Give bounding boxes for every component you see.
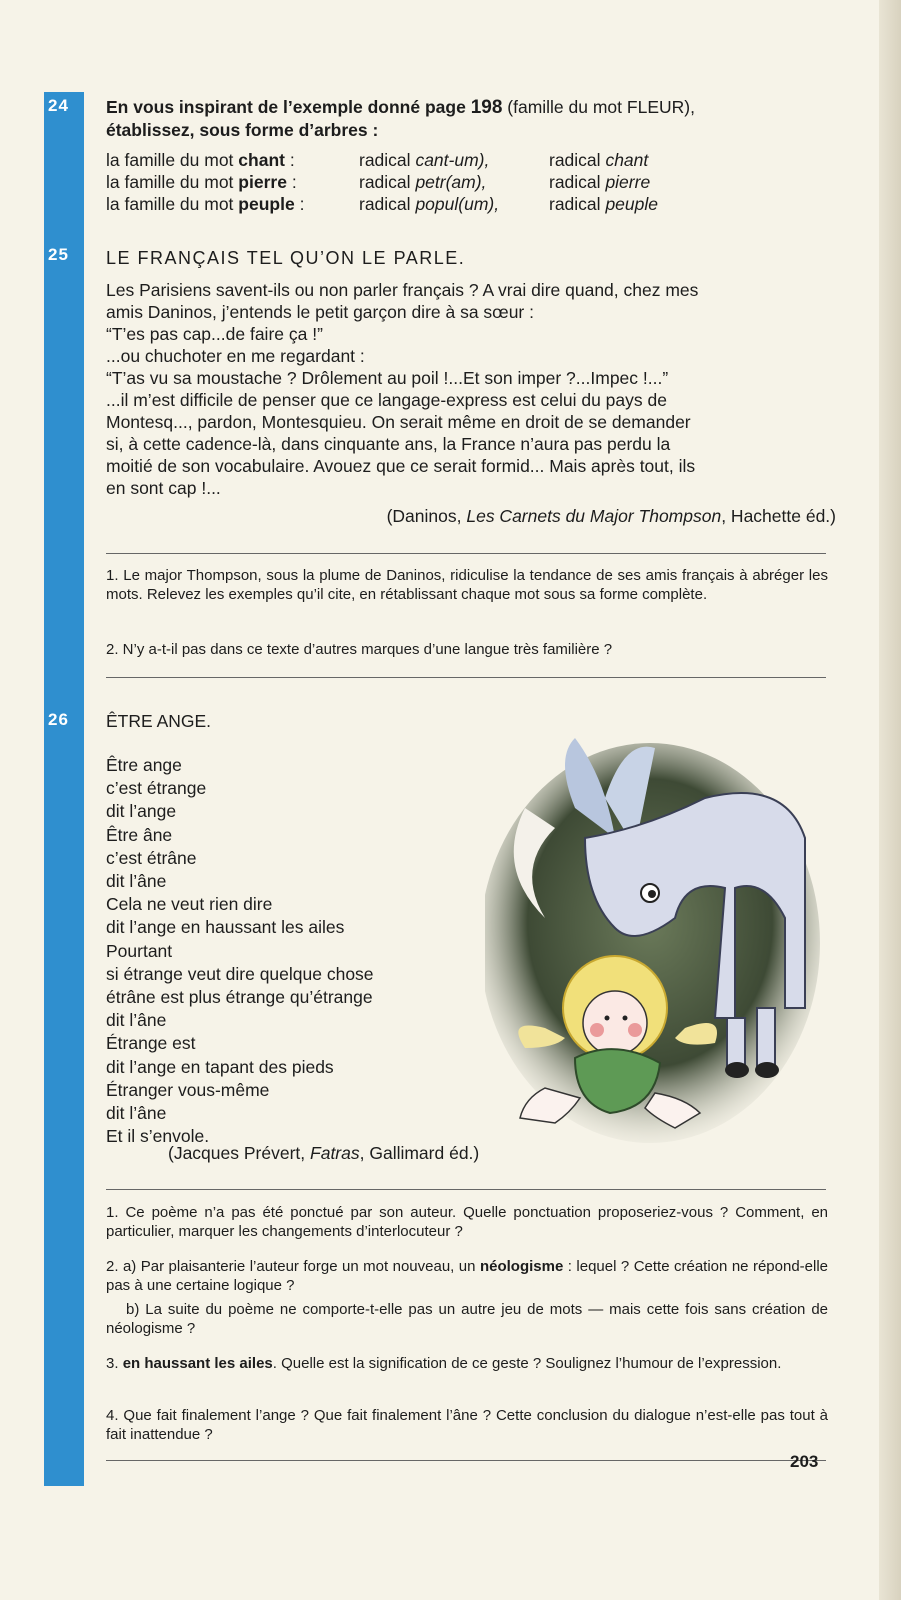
- exercise-25: [106, 247, 836, 527]
- family-lead: la famille du mot pierre :: [106, 172, 297, 192]
- exercise-26-question-3: [106, 1354, 828, 1373]
- text-line: ...il m’est difficile de penser que ce langage-express est celui du pays de: [106, 390, 667, 410]
- poem-line: dit l’ange: [106, 801, 177, 822]
- poem-line: c’est étrange: [106, 778, 207, 799]
- text-line: si, à cette cadence-là, dans cinquante ans, la France n’aura pas perdu la: [106, 434, 671, 454]
- exercise-26-question-2b: b) La suite du poème ne comporte-t-elle pas un autre jeu de mots — mais cette fois sans création de néologisme ?: [106, 1301, 828, 1337]
- poem-line: Pourtant: [106, 940, 173, 961]
- family-radical-1: radical petr(am),: [359, 172, 487, 192]
- divider: [106, 1189, 826, 1190]
- exercise-26-number: 26: [48, 710, 69, 729]
- instruction-text: En vous inspirant de l’exemple donné page: [106, 97, 466, 117]
- angel-donkey-illustration: [485, 718, 835, 1150]
- poem-line: si étrange veut dire quelque chose: [106, 963, 374, 984]
- poem-line: Être ange: [106, 755, 182, 775]
- exercise-25-question-1: 1. Le major Thompson, sous la plume de Daninos, ridiculise la tendance de ses amis français à abréger les mots. Relevez les exemples qu’il cite, en rétablissant chaque mot sous sa forme complète.: [106, 567, 828, 603]
- poem-line: étrâne est plus étrange qu’étrange: [106, 987, 373, 1008]
- exercise-26-question-1: 1. Ce poème n’a pas été ponctué par son auteur. Quelle ponctuation proposeriez-vous ? Comment, en particulier, marquer les changements d’interlocuteur ?: [106, 1204, 828, 1240]
- text-line: “T’es pas cap...de faire ça !”: [106, 324, 323, 344]
- word-family-list: [106, 149, 836, 215]
- credit-title: Fatras: [310, 1143, 360, 1163]
- divider: [106, 1460, 826, 1461]
- text-line: moitié de son vocabulaire. Avouez que ce serait formid... Mais après tout, ils: [106, 456, 696, 476]
- family-lead: la famille du mot chant :: [106, 150, 295, 170]
- credit-title: Les Carnets du Major Thompson: [466, 506, 722, 526]
- credit-author: (Jacques Prévert,: [168, 1143, 306, 1163]
- question-keyword: néologisme: [479, 1258, 564, 1275]
- family-radical-1: radical popul(um),: [359, 194, 500, 214]
- word-family-row: [106, 193, 836, 215]
- exercise-25-credit: [106, 505, 836, 527]
- poem-line: Cela ne veut rien dire: [106, 894, 273, 915]
- divider: [106, 553, 826, 554]
- text-line: Les Parisiens savent-ils ou non parler français ? A vrai dire quand, chez mes: [106, 280, 699, 300]
- word-family-row: [106, 149, 836, 171]
- instruction-paren: (famille du mot: [507, 97, 623, 117]
- text-line: en sont cap !...: [106, 478, 221, 498]
- family-radical-1: radical cant-um),: [359, 150, 490, 170]
- poem-line: Étranger vous-même: [106, 1079, 270, 1100]
- text-line: “T’as vu sa moustache ? Drôlement au poil !...Et son imper ?...Impec !...”: [106, 368, 669, 388]
- poem-line: dit l’âne: [106, 1103, 167, 1124]
- question-text: . Quelle est la signification de ce geste ? Soulignez l’humour de l’expression.: [272, 1355, 782, 1372]
- poem-line: dit l’ange en haussant les ailes: [106, 917, 345, 938]
- text-line: ...ou chuchoter en me regardant :: [106, 346, 365, 366]
- divider: [106, 677, 826, 678]
- poem-line: c’est étrâne: [106, 847, 197, 868]
- credit-publisher: , Hachette éd.): [721, 506, 836, 526]
- family-radical-2: radical peuple: [549, 194, 658, 214]
- exercise-24-number: 24: [48, 96, 69, 115]
- poem-line: dit l’âne: [106, 1010, 167, 1031]
- text-line: Montesq..., pardon, Montesquieu. On serait même en droit de se demander: [106, 412, 691, 432]
- family-radical-2: radical chant: [549, 150, 649, 170]
- poem-line: Étrange est: [106, 1033, 196, 1054]
- question-keyword: en haussant les ailes: [122, 1355, 273, 1372]
- text-line: amis Daninos, j’entends le petit garçon dire à sa sœur :: [106, 302, 534, 322]
- exercise-24-instruction: [106, 96, 836, 141]
- question-text: 2. a) Par plaisanterie l’auteur forge un mot nouveau, un: [106, 1258, 476, 1275]
- poem-line: dit l’ange en tapant des pieds: [106, 1056, 334, 1077]
- family-radical-2: radical pierre: [549, 172, 651, 192]
- family-lead: la famille du mot peuple :: [106, 194, 305, 214]
- exercise-26-question-2a: [106, 1257, 828, 1295]
- word-family-row: [106, 171, 836, 193]
- instruction-text-2: établissez, sous forme d’arbres :: [106, 120, 379, 140]
- poem: [106, 754, 374, 1148]
- exercise-25-text: [106, 279, 836, 499]
- poem-line: Être âne: [106, 824, 173, 845]
- exercise-26-question-4: 4. Que fait finalement l’ange ? Que fait finalement l’âne ? Cette conclusion du dialogue n’est-elle pas tout à fait inattendue ?: [106, 1407, 828, 1443]
- exercise-25-question-2: 2. N’y a-t-il pas dans ce texte d’autres marques d’une langue très familière ?: [106, 641, 613, 658]
- poem-line: dit l’âne: [106, 871, 167, 892]
- credit-author: (Daninos,: [386, 506, 462, 526]
- poem-line: Et il s’envole.: [106, 1126, 210, 1147]
- exercise-24: [106, 96, 836, 215]
- page-number: 203: [790, 1452, 819, 1471]
- question-text: : lequel ? Cette création ne répond-elle pas à une certaine logique ?: [106, 1258, 829, 1294]
- instruction-word: FLEUR),: [626, 97, 695, 117]
- exercise-25-title: LE FRANÇAIS TEL QU’ON LE PARLE.: [106, 248, 466, 268]
- exercise-26-title: ÊTRE ANGE.: [106, 711, 212, 731]
- credit-publisher: , Gallimard éd.): [359, 1143, 480, 1163]
- exercise-sidebar-bar: [44, 92, 84, 1486]
- page-edge: [879, 0, 901, 1600]
- question-number: 3.: [106, 1355, 119, 1372]
- exercise-25-number: 25: [48, 245, 69, 264]
- page-reference: 198: [470, 97, 503, 118]
